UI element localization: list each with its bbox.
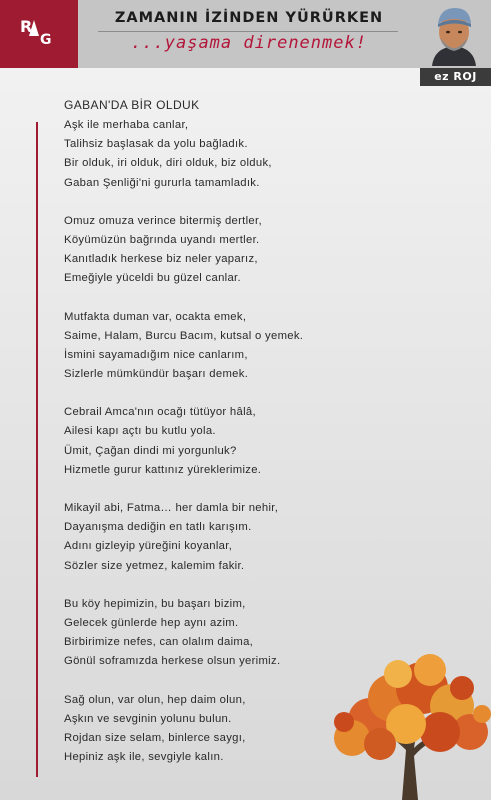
stanza: [64, 403, 364, 480]
poem-line: Dayanışma dediğin en tatlı karışım.: [64, 521, 252, 534]
poem-line: İsmini sayamadığım nice canlarım,: [64, 348, 248, 361]
poem-line: Emeğiyle yüceldi bu güzel canlar.: [64, 272, 241, 285]
poem-line: Aşkın ve sevginin yolunu bulun.: [64, 712, 232, 725]
poem-line: Gelecek günlerde hep aynı azim.: [64, 616, 239, 629]
autumn-tree-icon: [322, 640, 491, 800]
rag-logo-icon: [0, 0, 78, 68]
poem-line: Aşk ile merhaba canlar,: [64, 119, 189, 131]
poem-line: Hepiniz aşk ile, sevgiyle kalın.: [64, 751, 224, 764]
author-portrait-icon: [424, 2, 484, 66]
stanza: [64, 691, 364, 768]
stanza: [64, 308, 364, 385]
poem-line: Köyümüzün bağrında uyandı mertler.: [64, 233, 260, 246]
poem-line: Talihsiz başlasak da yolu bağladık.: [64, 138, 248, 151]
poem-line: Saime, Halam, Burcu Bacım, kutsal o yemek.: [64, 329, 304, 342]
poem-body: [64, 116, 364, 786]
stanza: [64, 499, 364, 576]
poem-line: Hizmetle gurur kattınız yüreklerimize.: [64, 463, 262, 476]
poem-line: Ümit, Çağan dindi mi yorgunluk?: [64, 444, 237, 457]
svg-text:R: R: [20, 17, 33, 36]
page-title: ZAMANIN İZİNDEN YÜRÜRKEN: [114, 10, 384, 26]
poem-line: Ailesi kapı açtı bu kutlu yola.: [64, 425, 216, 438]
header: [0, 0, 491, 68]
poem-line: Kanıtladık herkese biz neler yaparız,: [64, 253, 258, 266]
stanza: [64, 212, 364, 289]
poem-line: Gönül soframızda herkese olsun yerimiz.: [64, 655, 281, 668]
poem-line: Rojdan size selam, binlerce saygı,: [64, 731, 246, 744]
poem-line: Cebrail Amca'nın ocağı tütüyor hâlâ,: [64, 406, 256, 419]
poem-line: Omuz omuza verince bitermiş dertler,: [64, 214, 262, 227]
stanza: [64, 116, 364, 193]
poem-title: GABAN'DA BİR OLDUK: [64, 98, 200, 112]
page-subtitle: ...yaşama direnenmek!: [131, 33, 367, 53]
poem-line: Mutfakta duman var, ocakta emek,: [64, 310, 247, 323]
poem-line: Sizlerle mümkündür başarı demek.: [64, 368, 249, 381]
poem-line: Bir olduk, iri olduk, diri olduk, biz olduk,: [64, 157, 272, 170]
poem-line: Birbirimize nefes, can olalım daima,: [64, 636, 254, 649]
stanza: [64, 595, 364, 672]
poem-line: Adını gizleyip yüreğini koyanlar,: [64, 540, 233, 553]
poem-line: Gaban Şenliği'ni gururla tamamladık.: [64, 176, 260, 189]
svg-text:G: G: [40, 32, 52, 48]
poem-line: Bu köy hepimizin, bu başarı bizim,: [64, 597, 246, 610]
poem-line: Sözler size yetmez, kalemim fakir.: [64, 559, 245, 572]
side-accent-line: [36, 122, 38, 777]
author-badge: ez ROJ: [420, 68, 491, 86]
poem-line: Sağ olun, var olun, hep daim olun,: [64, 693, 246, 706]
title-divider: [98, 31, 398, 32]
poem-line: Mikayil abi, Fatma… her damla bir nehir,: [64, 502, 279, 514]
rag-logo: [0, 0, 78, 68]
